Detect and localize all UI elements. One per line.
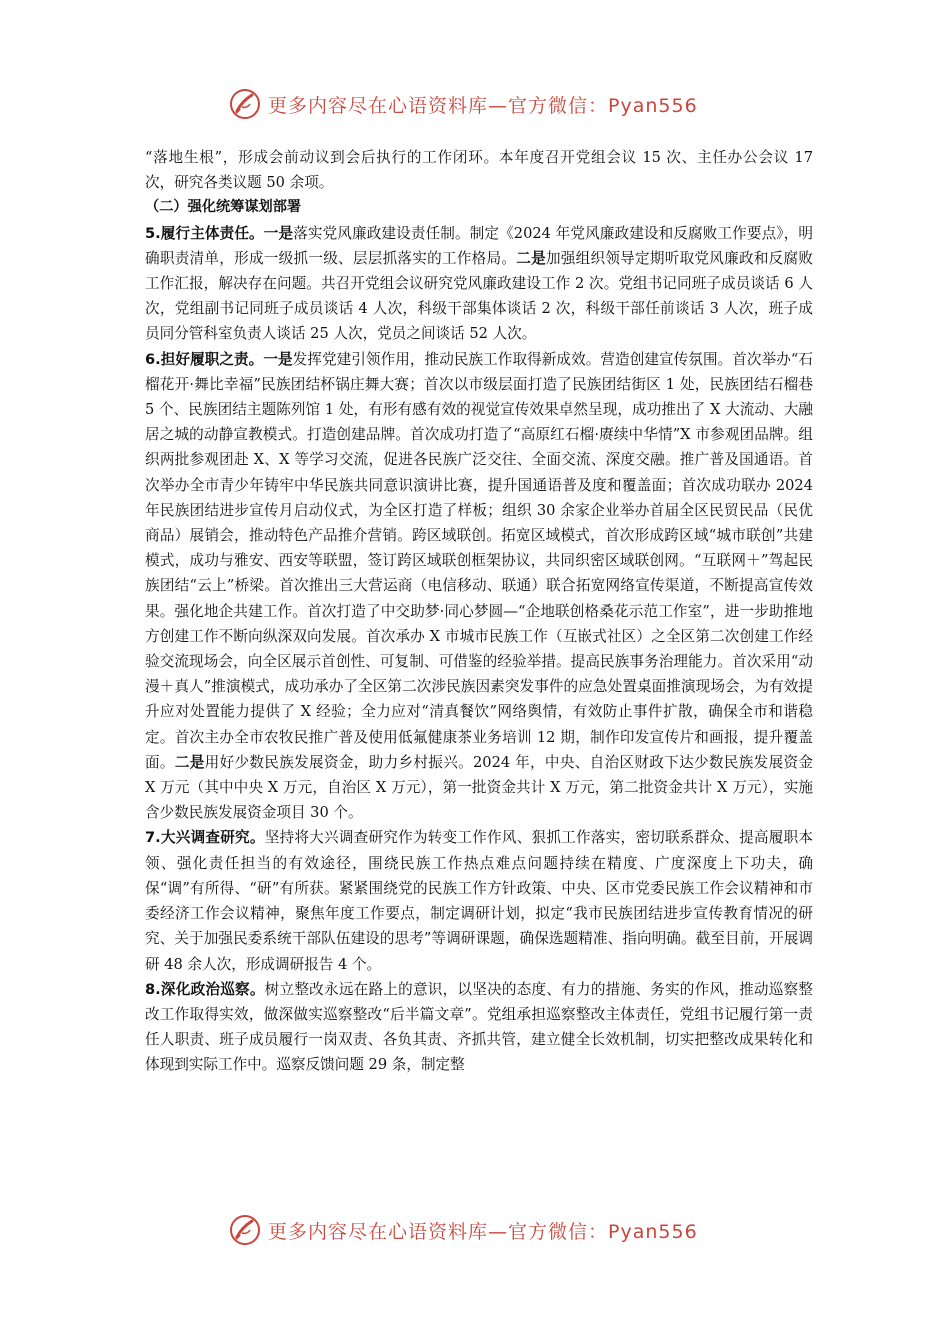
item-title: 5.履行主体责任。 bbox=[145, 224, 264, 242]
lead-label: 二是 bbox=[516, 249, 546, 267]
item-text: 加强组织领导定期听取党风廉政和反腐败工作汇报，解决存在问题。共召开党组会议研究党风廉政建设工作 2 次。党组书记同班子成员谈话 6 人次，党组副书记同班子成员谈话 4 人次，科级干部集体谈话 2 次，科级干部任前谈话 3 人次，班子成员同分管科室负责人谈话 25 人次，党员之间谈话 52 人次。 bbox=[145, 249, 813, 343]
paragraph-item-6 bbox=[145, 347, 813, 826]
item-title: 8.深化政治巡察。 bbox=[145, 980, 265, 998]
lead-label: 二是 bbox=[174, 753, 205, 771]
item-text: 树立整改永远在路上的意识，以坚决的态度、有力的措施、务实的作风，推动巡察整改工作取得实效，做深做实巡察整改“后半篇文章”。党组承担巡察整改主体责任，党组书记履行第一责任人职责、班子成员履行一岗双责、各负其责、齐抓共管，建立健全长效机制，切实把整改成果转化和体现到实际工作中。巡察反馈问题 29 条，制定整 bbox=[145, 980, 813, 1074]
lead-label: 一是 bbox=[263, 350, 293, 368]
item-title: 7.大兴调查研究。 bbox=[145, 829, 265, 847]
pen-logo-icon bbox=[228, 1213, 262, 1247]
lead-label: 一是 bbox=[263, 224, 294, 242]
watermark-text: 更多内容尽在心语资料库—官方微信：Pyan556 bbox=[268, 1220, 698, 1243]
paragraph-item-7 bbox=[145, 825, 813, 976]
pen-logo-icon bbox=[228, 87, 262, 121]
item-title: 6.担好履职之责。 bbox=[145, 350, 264, 368]
document-body bbox=[145, 145, 813, 1078]
header-watermark bbox=[228, 86, 748, 122]
item-text: 落实党风廉政建设责任制。制定《2024 年党风廉政建设和反腐败工作要点》，明确职责清单，形成一级抓一级、层层抓落实的工作格局。 bbox=[145, 224, 813, 267]
section-heading: （二）强化统筹谋划部署 bbox=[145, 199, 302, 216]
paragraph-item-5 bbox=[145, 221, 813, 347]
footer-watermark bbox=[228, 1212, 748, 1248]
item-text: 发挥党建引领作用，推动民族工作取得新成效。营造创建宣传氛围。首次举办“石榴花开·舞比幸福”民族团结杯锅庄舞大赛；首次以市级层面打造了民族团结街区 1 处，民族团结石榴巷 5 个、民族团结主题陈列馆 1 处，有形有感有效的视觉宣传效果卓然呈现，成功推出了 X 大流动、大融居之城的动静宣教模式。打造创建品牌。首次成功打造了“高原红石榴·赓续中华情”X 市参观团品牌。组织两批参观团赴 X、X 等学习交流，促进各民族广泛交往、全面交流、深度交融。推广普及国通语。首次举办全市青少年铸牢中华民族共同意识演讲比赛，提升国通语普及度和覆盖面；首次成功联办 2024 年民族团结进步宣传月启动仪式，为全区打造了样板；组织 30 余家企业举办首届全区民贸民品（民优商品）展销会，推动特色产品推介营销。跨区域联创。拓宽区域模式，首次形成跨区域“城市联创”共建模式，成功与雅安、西安等联盟，签订跨区域联创框架协议，共同织密区域联创网。“互联网＋”驾起民族团结“云上”桥梁。首次推出三大营运商（电信移动、联通）联合拓宽网络宣传渠道，不断提高宣传效果。强化地企共建工作。首次打造了中交助梦·同心梦圆—“企地联创格桑花示范工作室”，进一步助推地方创建工作不断向纵深双向发展。首次承办 X 市城市民族工作（互嵌式社区）之全区第二次创建工作经验交流现场会，向全区展示首创性、可复制、可借鉴的经验举措。提高民族事务治理能力。首次采用“动漫＋真人”推演模式，成功承办了全区第二次涉民族因素突发事件的应急处置桌面推演现场会，为有效提升应对处置能力提供了 X 经验；全力应对“清真餐饮”网络舆情，有效防止事件扩散，确保全市和谐稳定。首次主办全市农牧民推广普及使用低氟健康茶业务培训 12 期，制作印发宣传片和画报，提升覆盖面。 bbox=[145, 350, 813, 771]
item-text: 坚持将大兴调查研究作为转变工作作风、狠抓工作落实，密切联系群众、提高履职本领、强化责任担当的有效途径，围绕民族工作热点难点问题持续在精度、广度深度上下功夫，确保“调”有所得、“研”有所获。紧紧围绕党的民族工作方针政策、中央、区市党委民族工作会议精神和市委经济工作会议精神，聚焦年度工作要点，制定调研计划，拟定“我市民族团结进步宣传教育情况的研究、关于加强民委系统干部队伍建设的思考”等调研课题，确保选题精准、指向明确。截至目前，开展调研 48 余人次，形成调研报告 4 个。 bbox=[145, 829, 813, 973]
watermark-text: 更多内容尽在心语资料库—官方微信：Pyan556 bbox=[268, 94, 698, 117]
item-text: 用好少数民族发展资金，助力乡村振兴。2024 年，中央、自治区财政下达少数民族发展资金 X 万元（其中中央 X 万元，自治区 X 万元），第一批资金共计 X 万元，第二批资金共计 X 万元），实施含少数民族发展资金项目 30 个。 bbox=[145, 753, 813, 822]
intro-paragraph: “落地生根”，形成会前动议到会后执行的工作闭环。本年度召开党组会议 15 次、主任办公会议 17 次，研究各类议题 50 余项。 bbox=[145, 149, 813, 192]
paragraph-item-8 bbox=[145, 977, 813, 1078]
